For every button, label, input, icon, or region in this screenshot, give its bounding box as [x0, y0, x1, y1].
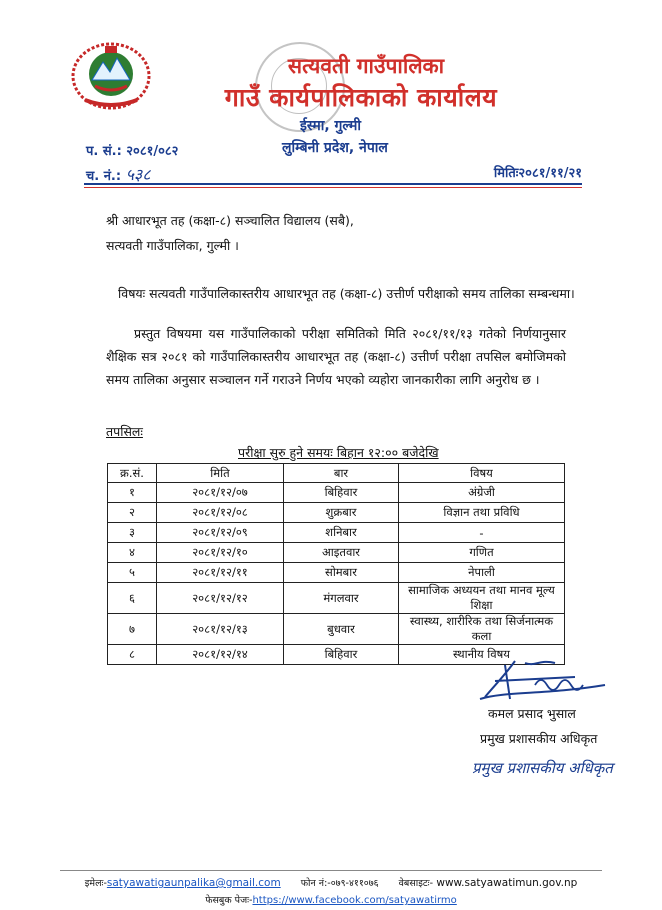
cell-serial: ३ [108, 523, 157, 543]
cell-subject: विज्ञान तथा प्रविधि [399, 503, 565, 523]
dispatch-number [86, 163, 151, 185]
cell-date: २०८१/१२/१३ [157, 614, 284, 645]
exam-start-time: परीक्षा सुरु हुने समयः बिहान १२:०० बजेदेखि [238, 445, 439, 460]
cell-date: २०८१/१२/११ [157, 563, 284, 583]
dispatch-number-value: ५३८ [125, 165, 151, 184]
cell-day: बिहिवार [284, 483, 399, 503]
dispatch-number-label: च. नं.: [86, 169, 122, 184]
footer-facebook [0, 893, 662, 906]
cell-serial: ७ [108, 614, 157, 645]
header-serial: क्र.सं. [108, 464, 157, 483]
cell-subject: सामाजिक अध्ययन तथा मानव मूल्य शिक्षा [399, 583, 565, 614]
office-address-province: लुम्बिनी प्रदेश, नेपाल [282, 140, 388, 156]
website-link[interactable]: www.satyawatimun.gov.np [436, 877, 578, 889]
cell-day: बुधवार [284, 614, 399, 645]
phone-number: फोन नं:-०७९-४११०७६ [300, 878, 379, 889]
website-label: वेबसाइटः- [398, 878, 434, 889]
cell-subject: गणित [399, 543, 565, 563]
cell-day: शनिबार [284, 523, 399, 543]
table-row [108, 523, 565, 543]
table-row [108, 614, 565, 645]
header-divider-blue [84, 183, 582, 185]
schedule-label: तपसिलः [106, 424, 143, 439]
cell-day: आइतवार [284, 543, 399, 563]
office-title-municipality: सत्यवती गाउँपालिका [287, 54, 445, 78]
header-divider-red [84, 187, 582, 188]
cell-subject: नेपाली [399, 563, 565, 583]
cell-day: मंगलवार [284, 583, 399, 614]
table-row [108, 483, 565, 503]
footer-divider [60, 870, 602, 871]
cell-day: सोमबार [284, 563, 399, 583]
cell-serial: ४ [108, 543, 157, 563]
table-row [108, 503, 565, 523]
exam-schedule-table [107, 463, 565, 665]
letter-subject: विषयः सत्यवती गाउँपालिकास्तरीय आधारभूत तह (कक्षा-८) उत्तीर्ण परीक्षाको समय तालिका सम्बन्धमा। [118, 286, 575, 301]
facebook-link[interactable]: https://www.facebook.com/satyawatirmo [252, 895, 457, 906]
letter-body: प्रस्तुत विषयमा यस गाउँपालिकाको परीक्षा समितिको मिति २०८१/११/१३ गतेको निर्णयानुसार शैक्षिक सत्र २०८१ को गाउँपालिकास्तरीय आधारभूत तह (कक्षा-८) उत्तीर्ण परीक्षा तपसिल बमोजिमको समय तालिका अनुसार सञ्चालन गर्ने गराउने निर्णय भएको व्यहोरा जानकारीका लागि अनुरोध छ । [106, 326, 566, 387]
header-day: बार [284, 464, 399, 483]
letter-reference-number: प. सं.: २०८१/०८२ [86, 144, 179, 159]
header-date: मिति [157, 464, 284, 483]
cell-date: २०८१/१२/१४ [157, 645, 284, 665]
cell-subject: स्वास्थ्य, शारीरिक तथा सिर्जनात्मक कला [399, 614, 565, 645]
cell-day: शुक्रबार [284, 503, 399, 523]
table-row [108, 543, 565, 563]
table-row [108, 563, 565, 583]
email-link[interactable]: satyawatigaunpalika@gmail.com [106, 877, 281, 889]
recipient-line-1: श्री आधारभूत तह (कक्षा-८) सञ्चालित विद्यालय (सबै), [106, 213, 354, 228]
email-label: इमेलः- [84, 878, 107, 889]
cell-subject: अंग्रेजी [399, 483, 565, 503]
cell-serial: १ [108, 483, 157, 503]
table-row [108, 583, 565, 614]
cell-serial: ८ [108, 645, 157, 665]
handwritten-signature [465, 655, 615, 705]
recipient-line-2: सत्यवती गाउँपालिका, गुल्मी । [106, 238, 239, 253]
cell-date: २०८१/१२/०८ [157, 503, 284, 523]
footer-contacts [0, 876, 662, 889]
cell-date: २०८१/१२/१२ [157, 583, 284, 614]
signer-name: कमल प्रसाद भुसाल [488, 706, 576, 721]
cell-date: २०८१/१२/०७ [157, 483, 284, 503]
office-title-main: गाउँ कार्यपालिकाको कार्यालय [224, 83, 498, 112]
table-header-row [108, 464, 565, 483]
cell-subject: स्थानीय विषय [399, 645, 565, 665]
letter-date: मितिः२०८१/११/२१ [493, 166, 582, 181]
cell-serial: ६ [108, 583, 157, 614]
cell-serial: २ [108, 503, 157, 523]
cell-date: २०८१/१२/०९ [157, 523, 284, 543]
cell-subject: - [399, 523, 565, 543]
header-subject: विषय [399, 464, 565, 483]
cell-date: २०८१/१२/१० [157, 543, 284, 563]
facebook-label: फेसबुक पेजः- [205, 895, 253, 906]
cell-day: बिहिवार [284, 645, 399, 665]
cell-serial: ५ [108, 563, 157, 583]
signer-title: प्रमुख प्रशासकीय अधिकृत [480, 731, 598, 746]
office-address-district: ईस्मा, गुल्मी [300, 118, 361, 134]
signer-title-stamp: प्रमुख प्रशासकीय अधिकृत [472, 759, 613, 777]
